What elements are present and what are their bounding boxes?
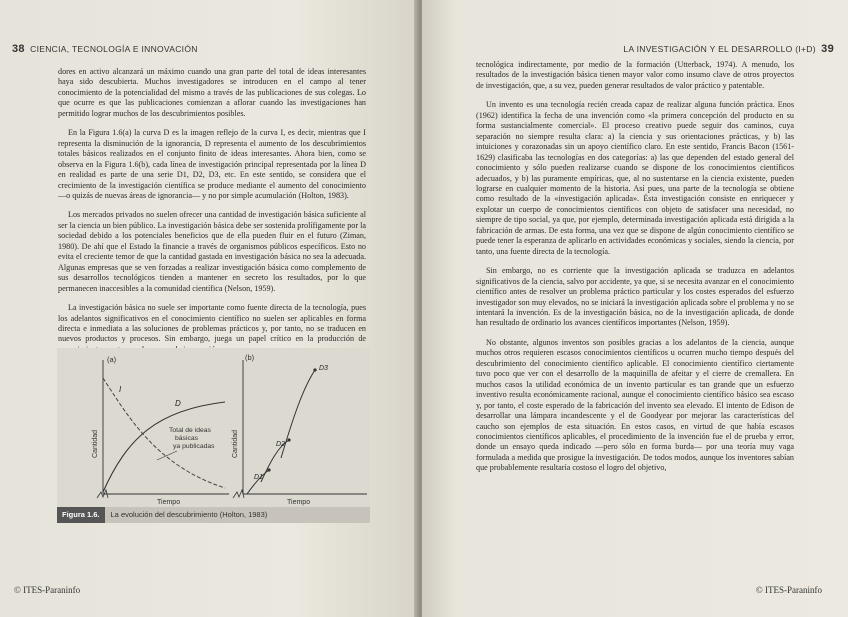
paragraph: Los mercados privados no suelen ofrecer una cantidad de investigación básica suficiente al ser la ciencia un bien público. La investigación básica debe ser sostenida prolífigamente por la sociedad debido a los potenciales beneficios que de ella pueden fluir en el futuro (Ziman, 1980). De ahí que el Estado la financie a través de organismos públicos específicos. Esto no evita el creciente temor de que la cantidad gastada en investigación básica no sea la adecuada. Algunas empresas que se ven forzadas a realizar investigación básica como complemento de sus desarrollos tecnológicos tienden a mantener en secreto los resultados, por lo que permanecen inaccesibles a la comunidad científica (Nelson, 1959). — [58, 210, 366, 293]
right-footer: © ITES-Paraninfo — [755, 585, 822, 595]
paragraph: Un invento es una tecnología recién creada capaz de realizar alguna función práctica. Enos (1962) identifica la fecha de una invención como «la primera concepción del producto en su forma sustancialmente comercial». El proceso creativo puede seguir dos caminos, cuya separación no siempre resulta clara: a) la ciencia y sus orientaciones prácticas, y b) las intuiciones y corazonadas sin un apoyo científico claro. En este sentido, Francis Bacon (1561-1629) clasificaba las tecnologías en dos categorías: a) las que dependen del estado general del conocimiento y sólo pueden realizarse cuando se dispone de los conocimientos científicos adecuados, y b) las puramente empíricas, que, al no sustentarse en la ciencia existente, pueden lograrse en cualquier momento de la historia. Así pues, una parte de la tecnología se obtiene como resultado de la «investigación aplicada». Ésta investigación consiste en enriquecer y explotar un cuerpo de conocimientos científicos con objeto de satisfacer una necesidad, no siempre de tipo social, ya que, por ejemplo, determinada investigación aplicada está dirigida a la fabricación de armas. De esta forma, una vez que se dispone de algún conocimiento científico se puede tener la esperanza de aplicarlo en actividades económicas y sociales, siendo la ciencia, por tanto, una fuente directa de la tecnología. — [476, 100, 794, 256]
paragraph: En la Figura 1.6(a) la curva D es la imagen reflejo de la curva I, es decir, mientras que I representa la disminución de la ignorancia, D representa el aumento de los descubrimientos totales básicos realizados en el conjunto finito de ideas interesantes. Ahora bien, como se observa en la Figura 1.6(b), cada línea de investigación principal representada por la línea D en realidad es parte de una serie D1, D2, D3, etc. En este sentido, se considera que el crecimiento de la investigación científica se produce mediante el aumento del conocimiento —o quizás de nuevas áreas de ignorancia— y no por simple acumulación (Holton, 1983). — [58, 128, 366, 200]
series-label-d3: D3 — [319, 365, 328, 372]
left-text-column — [58, 67, 366, 364]
paragraph: tecnológica indirectamente, por medio de la formación (Utterback, 1974). A menudo, los resultados de la investigación básica tienen mayor valor como insumo clave de otros proyectos de investigación, que, a su vez, pueden generar resultados de valor práctico y patentable. — [476, 60, 794, 90]
panel-a-tag: (a) — [107, 355, 117, 364]
annotation-line: Total de ideas — [169, 427, 211, 434]
figure-caption — [57, 507, 370, 523]
panel-b-tag: (b) — [245, 353, 255, 362]
right-text-column — [476, 60, 794, 483]
left-footer: © ITES-Paraninfo — [14, 585, 81, 595]
series-label-d1: D1 — [254, 474, 263, 481]
right-running-title: LA INVESTIGACIÓN Y EL DESARROLLO (I+D) — [623, 44, 816, 54]
figure-diagram — [57, 348, 370, 507]
panel-b-xlabel: Tiempo — [287, 499, 311, 506]
paragraph: La investigación básica no suele ser importante como fuente directa de la tecnología, pues los adelantos significativos en el conocimiento científico no suelen ser aplicables en forma directa e inmediata a las soluciones de problemas prácticos y, por tanto, no se traducen en nuevos productos y procesos. Sin embargo, juega un papel crítico en la producción de — [58, 303, 366, 344]
spark-icon — [233, 490, 244, 498]
figure-caption-text: La evolución del descubrimiento (Holton, 1983) — [110, 510, 268, 519]
annotation-leader — [157, 451, 177, 460]
figure-label: Figura 1.6. — [57, 507, 105, 523]
panel-a-xlabel: Tiempo — [157, 499, 181, 506]
curve-d3 — [281, 370, 315, 458]
transition-point — [267, 468, 270, 471]
left-running-title: CIENCIA, TECNOLOGÍA E INNOVACIÓN — [30, 44, 198, 54]
annotation-line: ya publicadas — [173, 443, 215, 450]
left-page — [0, 0, 418, 617]
panel-a-ylabel: Cantidad — [92, 429, 99, 458]
left-running-head — [12, 43, 198, 55]
paragraph: Sin embargo, no es corriente que la investigación aplicada se traduzca en adelantos significativos de la ciencia, salvo por accidente, ya que, si se necesita avanzar en el conocimiento científico antes de resolver un problema práctico particular y los costes esperados del esfuerzo investigador son muy elevados, no se iniciará la investigación aplicada sobre el problema y no se intentará la invención. Es de la investigación básica, no de la investigación aplicada, de donde han resultado de ordinario los avances científicos importantes (Nelson, 1959). — [476, 266, 794, 328]
right-page — [422, 0, 848, 617]
right-running-head — [623, 43, 834, 55]
left-page-number: 38 — [12, 43, 25, 55]
series-label-d2: D2 — [276, 441, 285, 448]
transition-point — [313, 368, 316, 371]
figure-1-6 — [57, 348, 370, 523]
paragraph: No obstante, algunos inventos son posibles gracias a los adelantos de la ciencia, aunque muchos otros requieren escasos conocimientos científicos u ocurren mucho tiempo después del descubrimiento del conocimiento científico aplicable. El conocimiento científico ciertamente tuvo poco que ver con el desarrollo de la maquinilla de afeitar y el cierre de cremallera. En muchos casos la utilidad económica de un invento particular es tan grande que un esfuerzo inventivo resulta económicamente racional, aunque el conocimiento científico básico sea escaso y, por tanto, el coste esperado de la fabricación del invento sea elevado. El intento de Edison de desarrollar una lámpara incandescente y el de Goodyear por mejorar las características del caucho son ejemplos de esta situación. En estos casos, en virtud de que había escasos conocimientos científicos aplicables, el procedimiento de la invención fue el de prueba y error, donde un ensayo queda indicado —pero sólo en forma burda— por una teoría muy vaga formulada a medida que prosigue la investigación. De todos modos, aunque los inventores sabían que probablemente resultaría costoso el logro del objetivo, — [476, 337, 794, 473]
annotation-line: básicas — [175, 435, 199, 442]
transition-point — [287, 438, 290, 441]
paragraph: dores en activo alcanzará un máximo cuando una gran parte del total de ideas interesantes haya sido descubierta. Muchos investigadores se introducen en el campo al tener conocimiento de la potencialidad del mismo a través de las publicaciones de sus colegas. Lo que ocurre es que las publicaciones comienzan a aflorar cuando las investigaciones han permitido lograr muchos de los descubrimientos posibles. — [58, 67, 366, 118]
panel-b-ylabel: Cantidad — [232, 429, 239, 458]
right-page-number: 39 — [821, 43, 834, 55]
curve-i-label: I — [119, 385, 122, 394]
curve-d-label: D — [175, 399, 181, 408]
